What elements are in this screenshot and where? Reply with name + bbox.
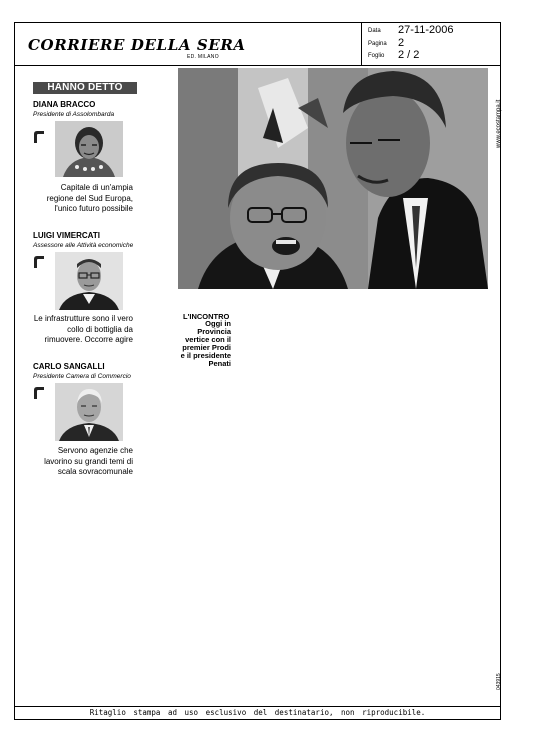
portrait-diana-bracco bbox=[55, 121, 123, 177]
quote-2-name: LUIGI VIMERCATI bbox=[33, 231, 100, 240]
edition-label: ED. MILANO bbox=[187, 54, 219, 60]
clipping-info-box bbox=[362, 22, 501, 66]
quote-2-text: Le infrastrutture sono il vero collo di bottiglia da rimuovere. Occorre agire bbox=[33, 314, 133, 344]
page-label: Pagina bbox=[368, 41, 387, 47]
sheet-label: Foglio bbox=[368, 53, 385, 59]
footer-disclaimer: Ritaglio stampa ad uso esclusivo del destinatario, non riproducibile. bbox=[14, 706, 501, 720]
source-url: www.ecostampa.it bbox=[496, 99, 502, 148]
quote-mark-icon bbox=[33, 130, 45, 144]
caption-headline: L'INCONTRO bbox=[183, 312, 230, 321]
section-title: HANNO DETTO bbox=[33, 82, 137, 94]
portrait-carlo-sangalli bbox=[55, 383, 123, 441]
quote-3-name: CARLO SANGALLI bbox=[33, 362, 105, 371]
quote-1-text: Capitale di un'ampia regione del Sud Europa, l'unico futuro possibile bbox=[46, 183, 133, 213]
quote-1-role: Presidente di Assolombarda bbox=[33, 111, 115, 118]
quote-2-role: Assessore alle Attività economiche bbox=[33, 242, 134, 249]
page-value: 2 bbox=[398, 37, 405, 49]
photo-prodi-penati bbox=[178, 68, 488, 289]
date-value: 27-11-2006 bbox=[398, 24, 454, 36]
clipping-code: 043915 bbox=[496, 673, 502, 690]
portrait-luigi-vimercati bbox=[55, 252, 123, 310]
quote-mark-icon bbox=[33, 255, 45, 269]
sheet-value: 2 / 2 bbox=[398, 49, 420, 61]
newspaper-title: CORRIERE DELLA SERA bbox=[28, 36, 246, 54]
caption-text: Oggi in Provincia vertice con il premier Prodi e il presidente Penati bbox=[180, 319, 231, 368]
date-label: Data bbox=[368, 28, 381, 34]
quote-mark-icon bbox=[33, 386, 45, 400]
quote-1-name: DIANA BRACCO bbox=[33, 100, 96, 109]
masthead bbox=[14, 22, 362, 66]
quote-3-text: Servono agenzie che lavorino su grandi temi di scala sovracomunale bbox=[44, 446, 133, 476]
quote-3-role: Presidente Camera di Commercio bbox=[33, 373, 131, 380]
